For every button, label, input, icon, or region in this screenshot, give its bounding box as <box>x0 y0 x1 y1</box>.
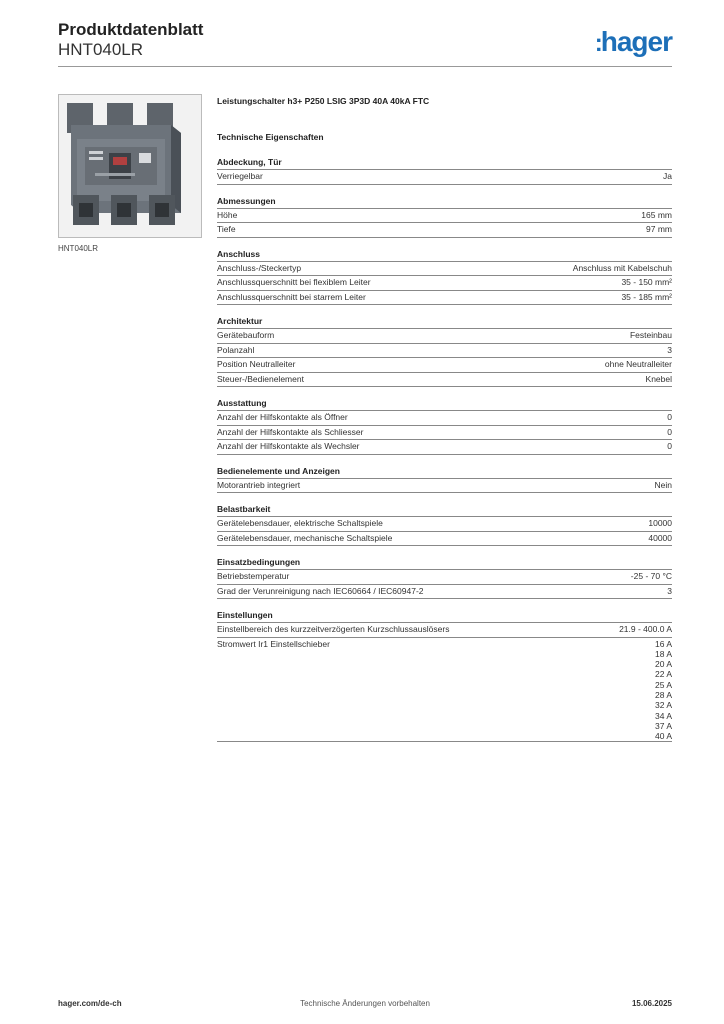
spec-row <box>217 478 672 494</box>
spec-row <box>217 208 672 223</box>
spec-label: Einstellbereich des kurzzeitverzögerten Kurzschlussauslösers <box>217 624 450 634</box>
spec-heading: Technische Eigenschaften <box>217 132 324 142</box>
spec-value: Knebel <box>645 373 672 384</box>
spec-row <box>217 622 672 637</box>
spec-row <box>217 584 672 600</box>
spec-label: Gerätelebensdauer, mechanische Schaltspiele <box>217 532 393 543</box>
hager-logo <box>595 26 672 58</box>
group-title: Abmessungen <box>217 195 276 206</box>
spec-content <box>217 96 672 742</box>
spec-group <box>217 397 672 455</box>
footer-website: hager.com/de-ch <box>58 999 122 1008</box>
spec-value-item: 16 A <box>654 638 672 649</box>
spec-group <box>217 156 672 185</box>
logo-dots-icon: : <box>594 30 601 57</box>
spec-value-item: 25 A <box>654 679 672 690</box>
spec-label: Gerätelebensdauer, elektrische Schaltspiele <box>217 518 383 528</box>
spec-value: Nein <box>654 479 672 490</box>
spec-label: Stromwert Ir1 Einstellschieber <box>217 638 330 649</box>
spec-row <box>217 439 672 455</box>
spec-value: -25 - 70 °C <box>630 571 672 581</box>
spec-value: 40000 <box>648 532 672 543</box>
spec-label: Grad der Verunreinigung nach IEC60664 / IEC60947-2 <box>217 585 424 596</box>
spec-value-item: 40 A <box>654 731 672 742</box>
spec-label: Höhe <box>217 209 238 220</box>
spec-value: ohne Neutralleiter <box>604 359 672 369</box>
spec-row <box>217 357 672 372</box>
spec-value: 0 <box>667 426 672 437</box>
spec-value: 3 <box>667 344 672 355</box>
spec-label: Anschlussquerschnitt bei flexiblem Leiter <box>217 277 371 287</box>
spec-group-settings <box>217 609 672 742</box>
spec-label: Steuer-/Bedienelement <box>217 373 304 384</box>
product-name: Leistungschalter h3+ P250 LSIG 3P3D 40A 40kA FTC <box>217 96 430 106</box>
spec-label: Position Neutralleiter <box>217 359 296 369</box>
spec-value-item: 18 A <box>654 648 672 659</box>
spec-row <box>217 372 672 388</box>
spec-value: 0 <box>667 412 672 422</box>
circuit-breaker-image <box>59 95 201 237</box>
spec-row <box>217 410 672 425</box>
spec-label: Tiefe <box>217 224 236 234</box>
group-title: Einstellungen <box>217 610 273 620</box>
spec-row <box>217 343 672 358</box>
spec-value: Ja <box>663 171 672 181</box>
spec-value: 10000 <box>648 518 672 528</box>
logo-text: hager <box>600 26 672 57</box>
spec-row <box>217 169 672 185</box>
spec-label: Gerätebauform <box>217 330 275 340</box>
spec-label: Betriebstemperatur <box>217 571 290 581</box>
spec-row <box>217 569 672 584</box>
spec-row <box>217 425 672 440</box>
spec-value-item: 28 A <box>654 689 672 700</box>
spec-label: Anschlussquerschnitt bei starrem Leiter <box>217 291 366 302</box>
spec-row <box>217 516 672 531</box>
footer-note: Technische Änderungen vorbehalten <box>300 999 430 1008</box>
spec-value-item: 20 A <box>654 659 672 670</box>
spec-group <box>217 315 672 387</box>
spec-row-multi <box>217 637 672 743</box>
spec-label: Anzahl der Hilfskontakte als Wechsler <box>217 441 360 451</box>
spec-row <box>217 275 672 290</box>
spec-group <box>217 465 672 494</box>
spec-group <box>217 195 672 238</box>
spec-value: 3 <box>667 585 672 596</box>
header-divider <box>58 66 672 67</box>
group-title: Bedienelemente und Anzeigen <box>217 465 340 476</box>
spec-value: 35 - 185 mm² <box>621 291 672 302</box>
spec-value: 35 - 150 mm² <box>621 277 672 287</box>
group-title: Belastbarkeit <box>217 504 271 514</box>
spec-label: Anzahl der Hilfskontakte als Öffner <box>217 412 348 422</box>
group-title: Abdeckung, Tür <box>217 157 282 167</box>
spec-value: 21.9 - 400.0 A <box>619 624 672 634</box>
footer-date: 15.06.2025 <box>631 999 672 1008</box>
spec-value: 0 <box>667 441 672 451</box>
spec-value-item: 34 A <box>654 710 672 721</box>
spec-value-item: 32 A <box>654 700 672 711</box>
spec-label: Anschluss-/Steckertyp <box>217 262 302 273</box>
spec-group <box>217 503 672 546</box>
spec-label: Motorantrieb integriert <box>217 479 301 490</box>
page-title: Produktdatenblatt <box>58 20 204 39</box>
spec-row <box>217 531 672 547</box>
spec-label: Anzahl der Hilfskontakte als Schliesser <box>217 426 364 437</box>
group-title: Einsatzbedingungen <box>217 557 301 567</box>
spec-label: Polanzahl <box>217 344 255 355</box>
spec-value: 97 mm <box>646 224 672 234</box>
product-image <box>58 94 202 238</box>
product-code: HNT040LR <box>58 40 144 59</box>
spec-groups <box>217 156 672 599</box>
spec-label: Verriegelbar <box>217 171 263 181</box>
header <box>58 20 203 60</box>
spec-row <box>217 261 672 276</box>
spec-group <box>217 248 672 306</box>
spec-value: Festeinbau <box>629 330 672 340</box>
spec-group <box>217 556 672 599</box>
spec-row <box>217 222 672 238</box>
spec-row <box>217 290 672 306</box>
group-title: Anschluss <box>217 248 260 259</box>
group-title: Ausstattung <box>217 398 267 408</box>
group-title: Architektur <box>217 316 263 326</box>
spec-row <box>217 328 672 343</box>
spec-value-list <box>655 639 672 742</box>
spec-value: 165 mm <box>641 209 672 220</box>
image-caption: HNT040LR <box>58 244 99 253</box>
spec-value: Anschluss mit Kabelschuh <box>572 262 672 273</box>
spec-value-item: 37 A <box>654 720 672 731</box>
spec-value-item: 22 A <box>654 669 672 680</box>
